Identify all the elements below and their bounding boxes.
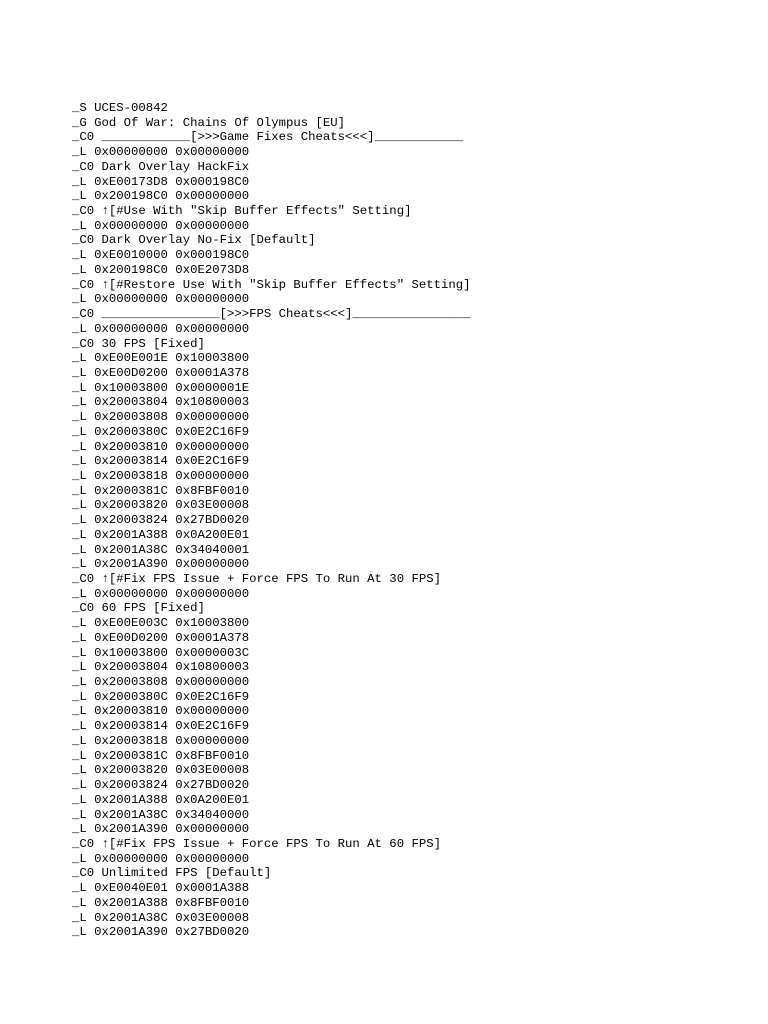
cheat-code-line: _L 0x10003800 0x0000003C <box>72 645 250 660</box>
cheat-code-line: _L 0x20003818 0x00000000 <box>72 733 250 748</box>
game-title-line: _G God Of War: Chains Of Olympus [EU] <box>72 115 346 130</box>
cheat-code-line: _L 0x20003814 0x0E2C16F9 <box>72 454 250 469</box>
cheat-code-line: _L 0x00000000 0x00000000 <box>72 586 250 601</box>
cheat-code-line: _L 0x20003808 0x00000000 <box>72 675 250 690</box>
game-serial-line: _S UCES-00842 <box>72 101 168 115</box>
cheat-name-line: _C0 ↑[#Fix FPS Issue + Force FPS To Run At 30 FPS] <box>72 572 441 586</box>
cheat-code-line: _L 0x20003810 0x00000000 <box>72 439 250 454</box>
cheat-name-line: _C0 60 FPS [Fixed] <box>72 601 205 616</box>
cheat-code-line: _L 0x2001A388 0x8FBF0010 <box>72 895 250 910</box>
cheat-code-line: _L 0x00000000 0x00000000 <box>72 145 250 160</box>
cheat-name-line: _C0 ↑[#Fix FPS Issue + Force FPS To Run At 60 FPS] <box>72 836 441 851</box>
cheat-code-line: _L 0x200198C0 0x00000000 <box>72 189 250 204</box>
cheat-code-line: _L 0x20003820 0x03E00008 <box>72 763 250 778</box>
cheat-code-line: _L 0x10003800 0x0000001E <box>72 380 250 395</box>
cheat-name-line: _C0 30 FPS [Fixed] <box>72 336 205 351</box>
cheat-name-line: _C0 ↑[#Use With "Skip Buffer Effects" Setting] <box>72 204 412 219</box>
cheat-name-line: _C0 Dark Overlay No-Fix [Default] <box>72 233 316 248</box>
cheat-code-line: _L 0xE00173D8 0x000198C0 <box>72 174 250 189</box>
cheat-code-line: _L 0x2000380C 0x0E2C16F9 <box>72 689 250 704</box>
cheat-code-line: _L 0x00000000 0x00000000 <box>72 218 250 233</box>
cheat-code-line: _L 0xE0010000 0x000198C0 <box>72 248 250 263</box>
cheat-code-line: _L 0x20003808 0x00000000 <box>72 410 250 425</box>
cheat-code-line: _L 0xE00D0200 0x0001A378 <box>72 365 250 380</box>
cheat-code-line: _L 0x2001A38C 0x03E00008 <box>72 910 250 925</box>
cheat-code-line: _L 0x2001A38C 0x34040001 <box>72 542 250 557</box>
cheat-code-line: _L 0x2001A390 0x00000000 <box>72 822 250 837</box>
cheat-code-line: _L 0xE0040E01 0x0001A388 <box>72 881 250 896</box>
cheat-code-line: _L 0x2001A38C 0x34040000 <box>72 807 250 822</box>
cheat-name-line: _C0 Unlimited FPS [Default] <box>72 866 272 881</box>
cheat-code-line: _L 0x2001A390 0x00000000 <box>72 557 250 572</box>
cheat-code-line: _L 0x20003820 0x03E00008 <box>72 498 250 513</box>
cheat-code-line: _L 0x20003804 0x10800003 <box>72 395 250 410</box>
cheat-code-line: _L 0x00000000 0x00000000 <box>72 321 250 336</box>
cheat-code-line: _L 0x00000000 0x00000000 <box>72 292 250 307</box>
cheat-code-line: _L 0x20003814 0x0E2C16F9 <box>72 719 250 734</box>
cheat-code-line: _L 0x00000000 0x00000000 <box>72 851 250 866</box>
cheat-name-line: _C0 ________________[>>>FPS Cheats<<<]________________ <box>72 307 471 322</box>
cheat-code-line: _L 0x2000381C 0x8FBF0010 <box>72 483 250 498</box>
cheat-code-line: _L 0x2001A388 0x0A200E01 <box>72 527 250 542</box>
cheat-code-line: _L 0x2001A388 0x0A200E01 <box>72 792 250 807</box>
cheat-code-line: _L 0x20003824 0x27BD0020 <box>72 778 250 793</box>
cheat-code-listing <box>72 101 470 940</box>
cheat-code-line: _L 0xE00E003C 0x10003800 <box>72 616 250 631</box>
cheat-name-line: _C0 ↑[#Restore Use With "Skip Buffer Effects" Setting] <box>72 277 471 292</box>
cheat-code-line: _L 0x20003824 0x27BD0020 <box>72 513 250 528</box>
cheat-code-line: _L 0x2000381C 0x8FBF0010 <box>72 748 250 763</box>
cheat-code-line: _L 0x20003804 0x10800003 <box>72 660 250 675</box>
cheat-name-line: _C0 ____________[>>>Game Fixes Cheats<<<]____________ <box>72 130 464 145</box>
cheat-code-line: _L 0x2000380C 0x0E2C16F9 <box>72 424 250 439</box>
cheat-name-line: _C0 Dark Overlay HackFix <box>72 159 250 174</box>
cheat-code-line: _L 0x200198C0 0x0E2073D8 <box>72 262 250 277</box>
cheat-code-line: _L 0x20003818 0x00000000 <box>72 468 250 483</box>
cheat-code-line: _L 0x2001A390 0x27BD0020 <box>72 925 250 940</box>
cheat-code-line: _L 0xE00E001E 0x10003800 <box>72 351 250 366</box>
cheat-code-line: _L 0x20003810 0x00000000 <box>72 704 250 719</box>
cheat-code-line: _L 0xE00D0200 0x0001A378 <box>72 630 250 645</box>
